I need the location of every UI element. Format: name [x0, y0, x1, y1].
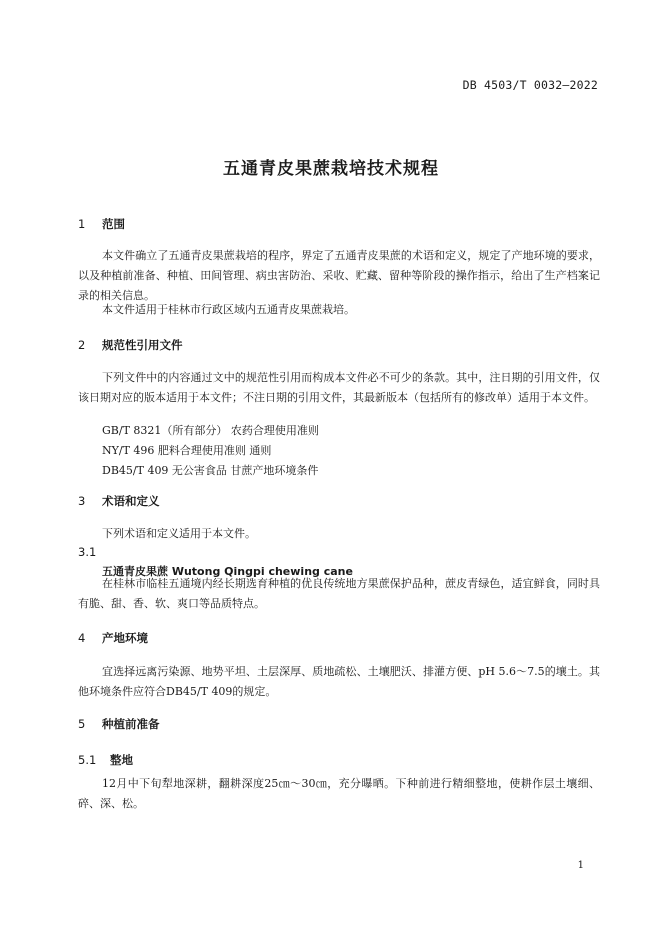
- term-name: 五通青皮果蔗 Wutong Qingpi chewing cane: [102, 565, 353, 578]
- section-1-heading: [78, 216, 125, 232]
- reference-item: GB/T 8321（所有部分） 农药合理使用准则: [102, 424, 319, 437]
- section-title: 术语和定义: [102, 494, 160, 508]
- section-title: 范围: [102, 217, 126, 231]
- section-title: 产地环境: [102, 631, 149, 645]
- section-3-heading: [78, 493, 160, 509]
- section-number: 1: [78, 217, 86, 231]
- section-4-heading: [78, 630, 148, 646]
- document-title: 五通青皮果蔗栽培技术规程: [223, 159, 439, 179]
- section-2-heading: [78, 337, 183, 353]
- section-title: 种植前准备: [102, 717, 160, 731]
- section-number: 3: [78, 494, 86, 508]
- subsection-5-1-heading: [78, 752, 133, 768]
- subsection-number: 5.1: [78, 753, 97, 767]
- section-number: 5: [78, 717, 86, 731]
- section-2-paragraph: 下列文件中的内容通过文中的规范性引用而构成本文件必不可少的条款。其中，注日期的引用文件，仅该日期对应的版本适用于本文件；不注日期的引用文件，其最新版本（包括所有的修改单）适用于本文件。: [78, 371, 600, 404]
- document-id: DB 4503/T 0032—2022: [462, 78, 598, 92]
- section-number: 2: [78, 338, 86, 352]
- term-definition: 在桂林市临桂五通境内经长期选育种植的优良传统地方果蔗保护品种，蔗皮青绿色，适宜鲜食，同时具有脆、甜、香、软、爽口等品质特点。: [78, 577, 600, 610]
- reference-item: DB45/T 409 无公害食品 甘蔗产地环境条件: [102, 464, 319, 477]
- subsection-5-1-paragraph: 12月中下旬犁地深耕，翻耕深度25㎝～30㎝，充分曝晒。下种前进行精细整地，使耕作层土壤细、碎、深、松。: [78, 777, 600, 810]
- section-1-paragraph-2: 本文件适用于桂林市行政区域内五通青皮果蔗栽培。: [102, 303, 355, 316]
- section-title: 规范性引用文件: [102, 338, 183, 352]
- section-5-heading: [78, 716, 160, 732]
- subsection-title: 整地: [110, 753, 134, 767]
- reference-item: NY/T 496 肥料合理使用准则 通则: [102, 444, 272, 457]
- term-number: 3.1: [78, 545, 97, 559]
- section-4-paragraph: 宜选择远离污染源、地势平坦、土层深厚、质地疏松、土壤肥沃、排灌方便、pH 5.6～7.5的壤土。其他环境条件应符合DB45/T 409的规定。: [78, 665, 600, 698]
- section-number: 4: [78, 631, 86, 645]
- page-number: 1: [577, 860, 584, 871]
- section-3-paragraph: 下列术语和定义适用于本文件。: [102, 527, 256, 540]
- section-1-paragraph-1: 本文件确立了五通青皮果蔗栽培的程序，界定了五通青皮果蔗的术语和定义，规定了产地环境的要求，以及种植前准备、种植、田间管理、病虫害防治、采收、贮藏、留种等阶段的操作指示，给出了生产档案记录的相关信息。: [78, 249, 600, 302]
